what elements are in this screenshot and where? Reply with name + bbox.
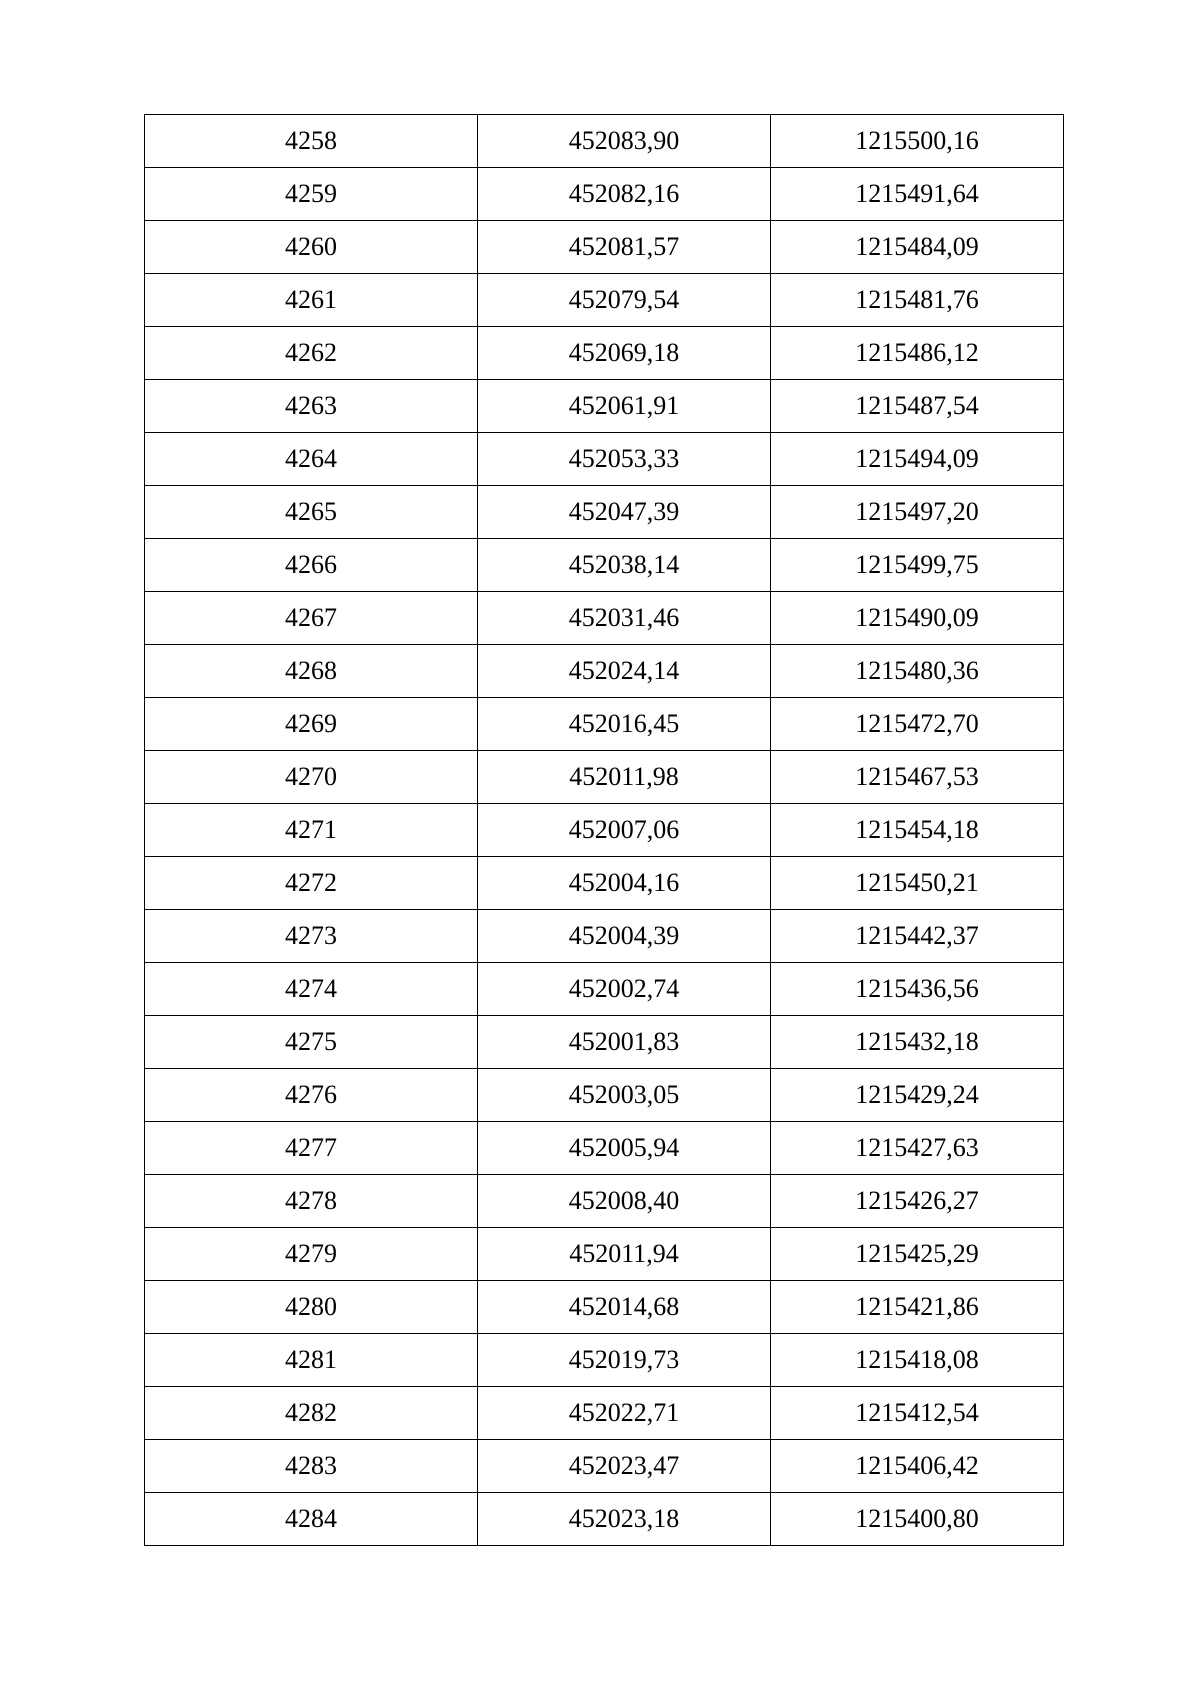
- y-coordinate-cell: 1215499,75: [771, 539, 1064, 592]
- x-coordinate-cell: 452079,54: [478, 274, 771, 327]
- x-coordinate-cell: 452081,57: [478, 221, 771, 274]
- table-row: [145, 433, 1064, 486]
- coordinates-table-body: [145, 115, 1064, 1546]
- x-coordinate-cell: 452011,98: [478, 751, 771, 804]
- x-coordinate-cell: 452061,91: [478, 380, 771, 433]
- x-coordinate-cell: 452007,06: [478, 804, 771, 857]
- table-row: [145, 168, 1064, 221]
- table-row: [145, 1016, 1064, 1069]
- table-row: [145, 963, 1064, 1016]
- y-coordinate-cell: 1215490,09: [771, 592, 1064, 645]
- y-coordinate-cell: 1215500,16: [771, 115, 1064, 168]
- point-number-cell: 4277: [145, 1122, 478, 1175]
- x-coordinate-cell: 452082,16: [478, 168, 771, 221]
- x-coordinate-cell: 452004,39: [478, 910, 771, 963]
- table-row: [145, 1175, 1064, 1228]
- point-number-cell: 4274: [145, 963, 478, 1016]
- y-coordinate-cell: 1215450,21: [771, 857, 1064, 910]
- y-coordinate-cell: 1215412,54: [771, 1387, 1064, 1440]
- x-coordinate-cell: 452014,68: [478, 1281, 771, 1334]
- x-coordinate-cell: 452016,45: [478, 698, 771, 751]
- table-row: [145, 327, 1064, 380]
- point-number-cell: 4267: [145, 592, 478, 645]
- table-row: [145, 910, 1064, 963]
- table-row: [145, 1069, 1064, 1122]
- y-coordinate-cell: 1215400,80: [771, 1493, 1064, 1546]
- point-number-cell: 4284: [145, 1493, 478, 1546]
- point-number-cell: 4266: [145, 539, 478, 592]
- y-coordinate-cell: 1215491,64: [771, 168, 1064, 221]
- point-number-cell: 4265: [145, 486, 478, 539]
- y-coordinate-cell: 1215429,24: [771, 1069, 1064, 1122]
- coordinates-table: [144, 114, 1064, 1546]
- x-coordinate-cell: 452038,14: [478, 539, 771, 592]
- x-coordinate-cell: 452003,05: [478, 1069, 771, 1122]
- table-row: [145, 539, 1064, 592]
- table-row: [145, 698, 1064, 751]
- point-number-cell: 4259: [145, 168, 478, 221]
- point-number-cell: 4279: [145, 1228, 478, 1281]
- table-row: [145, 486, 1064, 539]
- table-row: [145, 857, 1064, 910]
- y-coordinate-cell: 1215426,27: [771, 1175, 1064, 1228]
- table-row: [145, 1281, 1064, 1334]
- y-coordinate-cell: 1215494,09: [771, 433, 1064, 486]
- point-number-cell: 4262: [145, 327, 478, 380]
- table-row: [145, 592, 1064, 645]
- y-coordinate-cell: 1215487,54: [771, 380, 1064, 433]
- x-coordinate-cell: 452083,90: [478, 115, 771, 168]
- y-coordinate-cell: 1215425,29: [771, 1228, 1064, 1281]
- table-row: [145, 645, 1064, 698]
- y-coordinate-cell: 1215442,37: [771, 910, 1064, 963]
- x-coordinate-cell: 452001,83: [478, 1016, 771, 1069]
- x-coordinate-cell: 452011,94: [478, 1228, 771, 1281]
- y-coordinate-cell: 1215480,36: [771, 645, 1064, 698]
- point-number-cell: 4264: [145, 433, 478, 486]
- x-coordinate-cell: 452047,39: [478, 486, 771, 539]
- y-coordinate-cell: 1215486,12: [771, 327, 1064, 380]
- table-row: [145, 115, 1064, 168]
- y-coordinate-cell: 1215427,63: [771, 1122, 1064, 1175]
- y-coordinate-cell: 1215467,53: [771, 751, 1064, 804]
- y-coordinate-cell: 1215497,20: [771, 486, 1064, 539]
- x-coordinate-cell: 452022,71: [478, 1387, 771, 1440]
- y-coordinate-cell: 1215484,09: [771, 221, 1064, 274]
- point-number-cell: 4269: [145, 698, 478, 751]
- point-number-cell: 4278: [145, 1175, 478, 1228]
- y-coordinate-cell: 1215454,18: [771, 804, 1064, 857]
- table-row: [145, 221, 1064, 274]
- y-coordinate-cell: 1215421,86: [771, 1281, 1064, 1334]
- x-coordinate-cell: 452008,40: [478, 1175, 771, 1228]
- table-row: [145, 1440, 1064, 1493]
- table-row: [145, 1387, 1064, 1440]
- x-coordinate-cell: 452023,47: [478, 1440, 771, 1493]
- point-number-cell: 4263: [145, 380, 478, 433]
- table-row: [145, 1493, 1064, 1546]
- point-number-cell: 4258: [145, 115, 478, 168]
- point-number-cell: 4283: [145, 1440, 478, 1493]
- point-number-cell: 4260: [145, 221, 478, 274]
- x-coordinate-cell: 452005,94: [478, 1122, 771, 1175]
- point-number-cell: 4281: [145, 1334, 478, 1387]
- x-coordinate-cell: 452053,33: [478, 433, 771, 486]
- x-coordinate-cell: 452031,46: [478, 592, 771, 645]
- table-row: [145, 1334, 1064, 1387]
- x-coordinate-cell: 452004,16: [478, 857, 771, 910]
- y-coordinate-cell: 1215436,56: [771, 963, 1064, 1016]
- y-coordinate-cell: 1215418,08: [771, 1334, 1064, 1387]
- table-row: [145, 751, 1064, 804]
- x-coordinate-cell: 452019,73: [478, 1334, 771, 1387]
- point-number-cell: 4270: [145, 751, 478, 804]
- point-number-cell: 4272: [145, 857, 478, 910]
- point-number-cell: 4271: [145, 804, 478, 857]
- y-coordinate-cell: 1215406,42: [771, 1440, 1064, 1493]
- point-number-cell: 4280: [145, 1281, 478, 1334]
- point-number-cell: 4282: [145, 1387, 478, 1440]
- table-row: [145, 1122, 1064, 1175]
- y-coordinate-cell: 1215432,18: [771, 1016, 1064, 1069]
- table-row: [145, 1228, 1064, 1281]
- table-row: [145, 274, 1064, 327]
- x-coordinate-cell: 452069,18: [478, 327, 771, 380]
- x-coordinate-cell: 452024,14: [478, 645, 771, 698]
- x-coordinate-cell: 452002,74: [478, 963, 771, 1016]
- point-number-cell: 4273: [145, 910, 478, 963]
- point-number-cell: 4275: [145, 1016, 478, 1069]
- y-coordinate-cell: 1215472,70: [771, 698, 1064, 751]
- point-number-cell: 4261: [145, 274, 478, 327]
- point-number-cell: 4268: [145, 645, 478, 698]
- table-row: [145, 380, 1064, 433]
- table-row: [145, 804, 1064, 857]
- point-number-cell: 4276: [145, 1069, 478, 1122]
- y-coordinate-cell: 1215481,76: [771, 274, 1064, 327]
- x-coordinate-cell: 452023,18: [478, 1493, 771, 1546]
